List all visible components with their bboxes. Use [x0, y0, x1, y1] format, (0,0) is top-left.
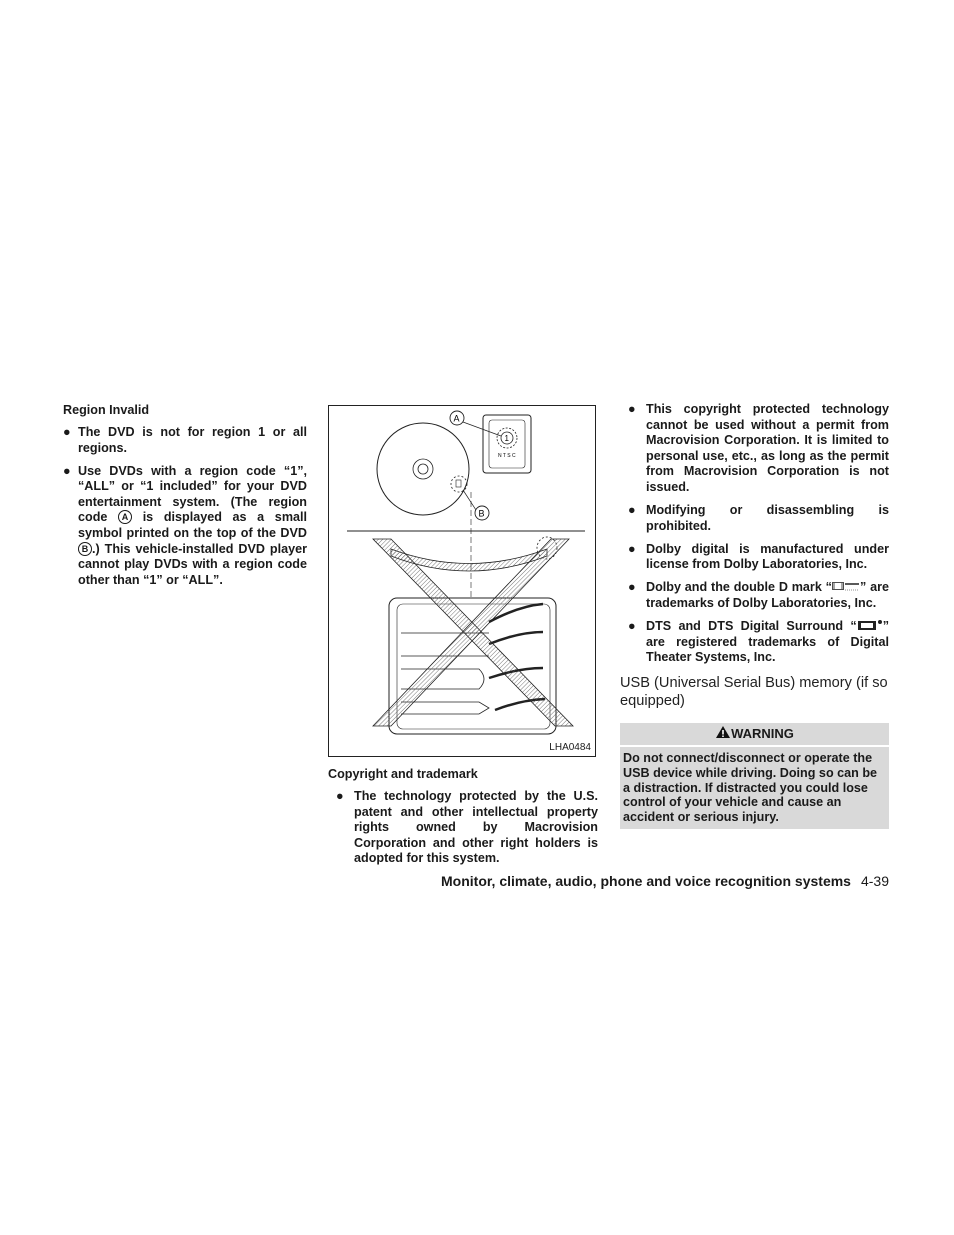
list-item: ● The DVD is not for region 1 or all regions. [63, 425, 307, 455]
region-invalid-heading: Region Invalid [63, 403, 150, 417]
dvd-region-illustration [328, 405, 596, 757]
dvd-disc-icon [377, 423, 469, 515]
copyright-heading: Copyright and trademark [328, 767, 478, 781]
region-invalid-section [63, 402, 307, 596]
bullet-icon: ● [628, 541, 636, 556]
warning-text: Do not connect/disconnect or operate the USB device while driving. Doing so can be a distraction. If distracted you could lose control of your vehicle and cause an accident or serious injury. [623, 750, 878, 825]
svg-text:N T S C: N T S C [498, 453, 516, 459]
figure-label: LHA0484 [549, 742, 591, 753]
warning-title: WARNING [620, 723, 889, 747]
list-item: ● Dolby digital is manufactured under license from Dolby Laboratories, Inc. [628, 541, 889, 572]
warning-box [620, 723, 889, 829]
usb-heading: USB (Universal Serial Bus) memory (if so equipped) [620, 674, 888, 709]
svg-text:1: 1 [504, 434, 509, 443]
dvd-player-icon [389, 598, 556, 734]
copyright-list-part2 [620, 402, 889, 666]
bullet-icon: ● [628, 402, 636, 416]
region-symbol-zoom-icon [483, 415, 531, 473]
list-item: ● This copyright protected technology cannot be used without a permit from Macrovision Corporation. It is limited to personal use, etc., as long as the permit from Macrovision Corporation is not issued. [628, 402, 889, 494]
right-column [620, 402, 889, 829]
dts-logo-icon [857, 619, 883, 631]
list-item: ● Modifying or disassembling is prohibited. [628, 503, 889, 533]
dolby-digital-logo-icon [832, 582, 860, 592]
region-invalid-list [63, 425, 307, 588]
page-footer [441, 872, 889, 890]
bullet-icon: ● [63, 463, 71, 478]
marker-b-icon: B [78, 542, 92, 556]
callout-a-label: A [453, 413, 460, 424]
bullet-icon: ● [336, 789, 344, 803]
list-item: ● DTS and DTS Digital Surround “ ” are registered trademarks of Digital Theater Systems, Inc. [628, 619, 889, 665]
middle-column [328, 405, 598, 874]
bullet-icon: ● [628, 503, 636, 518]
footer-section-title: Monitor, climate, audio, phone and voice recognition systems [441, 873, 851, 889]
bullet-icon: ● [63, 425, 71, 439]
copyright-list-part1 [328, 789, 598, 867]
list-item: ● Dolby and the double D mark “ ” are trademarks of Dolby Laboratories, Inc. [628, 580, 889, 611]
dvd-illustration-svg [329, 406, 595, 756]
page-number: 4-39 [860, 873, 889, 889]
marker-a-icon: A [118, 510, 132, 524]
bullet-icon: ● [628, 580, 636, 595]
bullet-icon: ● [628, 619, 636, 634]
list-item: ● Use DVDs with a region code “1”, “ALL” or “1 included” for your DVD entertainment system. (The region code A is displayed as a small symbol printed on the top of the DVD B .) This vehicle-installed DVD player cannot play DVDs with a region code other than “1” or “ALL”. [63, 463, 308, 587]
list-item: ● The technology protected by the U.S. patent and other intellectual property rights owned by Macrovision Corporation and other right holders is adopted for this system. [336, 789, 598, 866]
callout-b-label: B [478, 508, 485, 519]
warning-triangle-icon [715, 725, 731, 739]
